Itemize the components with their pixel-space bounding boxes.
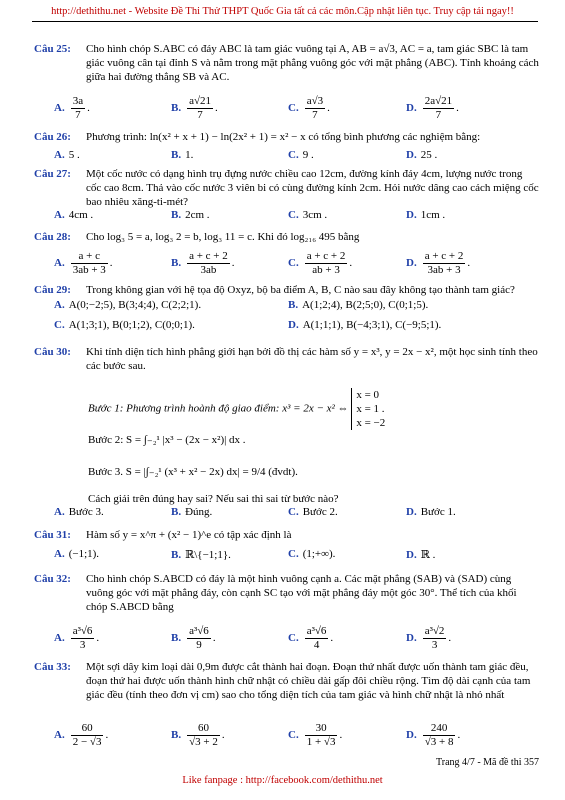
option-letter: B. (171, 257, 182, 270)
option-letter: B. (171, 209, 182, 221)
question-text: Trong không gian với hệ tọa độ Oxyz, bộ ba điểm A, B, C nào sau đây không tạo thành tam giác? (86, 284, 515, 296)
option-b[interactable]: B. $\frac{a√21}{7}$ . (171, 95, 218, 121)
numerator: a³√6 (306, 625, 327, 637)
step-1 (88, 388, 385, 430)
numerator: 30 (305, 722, 338, 736)
numerator: a√21 (189, 95, 212, 107)
option-letter: B. (288, 299, 299, 311)
option-letter: D. (406, 257, 417, 270)
option-b[interactable] (288, 299, 428, 311)
option-c[interactable] (288, 149, 314, 161)
option-letter: B. (171, 549, 182, 561)
option-value: 1. (185, 149, 194, 161)
option-a[interactable]: A. $\frac{60}{2 - √3}$ . (54, 722, 109, 748)
option-b[interactable]: B. $\frac{a + c + 2}{3ab}$ . (171, 250, 235, 276)
header-link[interactable]: http://dethithu.net - Website Đề Thi Thử THPT Quốc Gia tất cả các môn.Cập nhật liên tục. Truy cập tải ngay!! (51, 6, 514, 17)
numerator: a + c (71, 250, 108, 264)
page-number: Trang 4/7 - Mã đề thi 357 (436, 757, 539, 768)
question-25 (34, 42, 539, 84)
question-text: Cho log₃ 5 = a, log₃ 2 = b, log₃ 11 = c. Khi đó log₂₁₆ 495 bằng (86, 231, 360, 243)
option-letter: A. (54, 299, 65, 311)
option-letter: A. (54, 149, 65, 161)
question-text: Một sợi dây kim loại dài 0,9m được cắt thành hai đoạn. Đoạn thứ nhất được uốn thành tam giác đều, đoạn thứ hai được uốn thành hình chữ nhật có chiều dài gấp đôi chiều rộng. Tìm độ dài cạnh của tam giác đều (tính theo đơn vị cm) sao cho tổng diện tích của tam giác và hình chữ nhật là nhỏ nhất (86, 661, 531, 701)
option-letter: C. (288, 257, 299, 270)
option-letter: A. (54, 548, 65, 560)
question-29 (34, 283, 539, 297)
footer-link[interactable]: Like fanpage : http://facebook.com/dethithu.net (182, 775, 383, 786)
numerator: a + c + 2 (189, 250, 228, 262)
option-letter: C. (288, 729, 299, 742)
question-28 (34, 230, 539, 244)
question-31 (34, 528, 539, 542)
question-number: Câu 27: (34, 168, 71, 180)
question-number: Câu 28: (34, 231, 71, 243)
denominator: 3ab (200, 264, 217, 276)
question-32 (34, 572, 539, 614)
denominator: 3ab + 3 (427, 264, 461, 276)
question-text: Phương trình: ln(x² + x + 1) − ln(2x² + 1) = x² − x có tổng bình phương các nghiệm bằng: (86, 131, 481, 143)
option-b[interactable] (171, 209, 210, 221)
denominator: 3 (431, 639, 438, 651)
option-value: 5 . (68, 149, 80, 161)
question-33 (34, 660, 539, 702)
option-letter: D. (406, 506, 417, 518)
option-letter: B. (171, 632, 182, 645)
option-letter: C. (288, 548, 299, 560)
option-b[interactable]: B. $\frac{\text{a³√6}}{9}$ . (171, 625, 216, 651)
option-value: Bước 1. (420, 506, 456, 518)
numerator: 60 (71, 722, 104, 736)
question-number: Câu 29: (34, 284, 71, 296)
option-letter: D. (406, 729, 417, 742)
question-number: Câu 26: (34, 131, 71, 143)
option-d[interactable] (406, 548, 435, 561)
option-a[interactable]: A. $\frac{\text{a³√6}}{3}$ . (54, 625, 100, 651)
header-divider (32, 21, 538, 22)
option-a[interactable]: A. $\frac{3a}{7}$ . (54, 95, 90, 121)
option-d[interactable] (288, 319, 441, 331)
option-value: A(1;2;4), B(2;5;0), C(0;1;5). (302, 299, 429, 311)
option-letter: A. (54, 506, 65, 518)
option-b[interactable] (171, 506, 212, 518)
option-d[interactable]: D. $\frac{a + c + 2}{3ab + 3}$ . (406, 250, 471, 276)
option-b[interactable]: B. $\frac{60}{√3 + 2}$ . (171, 722, 225, 748)
option-letter: C. (288, 209, 299, 221)
option-value: A(0;−2;5), B(3;4;4), C(2;2;1). (68, 299, 202, 311)
denominator: ab + 3 (312, 264, 340, 276)
option-letter: A. (54, 102, 65, 115)
numerator: a√3 (306, 95, 324, 107)
option-letter: B. (171, 729, 182, 742)
option-value: Đúng. (185, 506, 213, 518)
option-letter: C. (288, 149, 299, 161)
option-value: A(1;1;1), B(−4;3;1), C(−9;5;1). (302, 319, 442, 331)
question-27 (34, 167, 539, 209)
option-value: ℝ . (420, 549, 436, 561)
numerator: a³√6 (72, 625, 93, 637)
option-a[interactable]: A. $\frac{a + c}{3ab + 3}$ . (54, 250, 113, 276)
option-letter: D. (406, 149, 417, 161)
numerator: 240 (423, 722, 456, 736)
option-value: 1cm . (420, 209, 446, 221)
option-value: 4cm . (68, 209, 94, 221)
step-2: Bước 2: S = ∫₋₂¹ |x³ − (2x − x²)| dx . (88, 434, 246, 446)
option-letter: D. (406, 102, 417, 115)
option-value: (−1;1). (68, 548, 100, 560)
denominator: 7 (312, 109, 318, 121)
option-letter: D. (288, 319, 299, 331)
option-a[interactable] (54, 506, 104, 518)
numerator: a + c + 2 (424, 250, 464, 262)
question-text: Hàm số y = x^π + (x² − 1)^e có tập xác định là (86, 529, 292, 541)
denominator: 3 (79, 639, 86, 651)
option-letter: C. (288, 632, 299, 645)
option-a[interactable] (54, 149, 80, 161)
denominator: 9 (196, 639, 202, 651)
option-value: 9 . (302, 149, 314, 161)
question-text: Một cốc nước có dạng hình trụ đựng nước chiều cao 12cm, đường kính đáy 4cm, lượng nước trong cốc cao 8cm. Thả vào cốc nước 3 viên bi có cùng đường kính 2cm. Hỏi nước dâng cao cách miệng cốc bao nhiêu xăng-ti-mét? (86, 168, 539, 208)
option-c[interactable]: C. $\frac{\text{a³√6}}{4}$ . (288, 625, 334, 651)
option-letter: D. (406, 209, 417, 221)
option-c[interactable]: C. $\frac{30}{1 + √3}$ . (288, 722, 343, 748)
option-letter: C. (288, 102, 299, 115)
option-a[interactable] (54, 209, 93, 221)
option-value: Bước 2. (302, 506, 338, 518)
denominator: √3 + 8 (424, 736, 454, 748)
option-letter: D. (406, 632, 417, 645)
option-b[interactable] (171, 149, 193, 161)
denominator: √3 + 2 (189, 736, 218, 748)
option-d[interactable]: D. $\frac{240}{√3 + 8}$ . (406, 722, 461, 748)
option-c[interactable] (288, 506, 338, 518)
system-line: x = 1 . (356, 403, 385, 415)
numerator: 60 (187, 722, 220, 736)
denominator: 1 + √3 (306, 736, 336, 748)
option-letter: B. (171, 506, 182, 518)
question-26 (34, 130, 539, 144)
option-letter: C. (288, 506, 299, 518)
numerator: a + c + 2 (306, 250, 346, 262)
option-d[interactable] (406, 506, 456, 518)
question-number: Câu 25: (34, 43, 71, 55)
question-text: Cho hình chóp S.ABCD có đáy là một hình vuông cạnh a. Các mặt phẳng (SAB) và (SAD) cùng vuông góc với mặt phẳng đáy, còn cạnh SC tạo với mặt phẳng đáy một góc 30°. Thể tích của khối chóp S.ABCD bằng (86, 573, 517, 613)
numerator: a³√2 (424, 625, 445, 637)
equation-system (351, 388, 385, 430)
system-line: x = −2 (356, 417, 386, 429)
denominator: 3ab + 3 (72, 264, 106, 276)
question-30 (34, 345, 539, 373)
step-1-text: Bước 1: Phương trình hoành độ giao điểm: x³ = 2x − x² ⇔ (88, 402, 349, 415)
option-a[interactable] (54, 548, 99, 560)
question-ask: Cách giải trên đúng hay sai? Nếu sai thì sai từ bước nào? (88, 493, 339, 505)
question-number: Câu 31: (34, 529, 71, 541)
question-text: Khi tính diện tích hình phẳng giới hạn bởi đồ thị các hàm số y = x³, y = 2x − x², một học sinh tính theo các bước sau. (86, 346, 538, 372)
option-c[interactable]: C. $\frac{a + c + 2}{ab + 3}$ . (288, 250, 353, 276)
option-d[interactable]: D. $\frac{2a√21}{7}$ . (406, 95, 459, 121)
numerator: 2a√21 (424, 95, 453, 107)
option-b[interactable] (171, 548, 231, 561)
option-value: 25 . (420, 149, 438, 161)
option-c[interactable]: C. $\frac{a√3}{7}$ . (288, 95, 330, 121)
question-number: Câu 32: (34, 573, 71, 585)
question-number: Câu 33: (34, 661, 71, 673)
option-value: (1;+∞). (302, 548, 336, 560)
option-value: Bước 3. (68, 506, 104, 518)
step-3: Bước 3. S = |∫₋₂¹ (x³ + x² − 2x) dx| = 9/4 (đvdt). (88, 466, 298, 478)
numerator: a³√6 (189, 625, 209, 637)
option-letter: A. (54, 729, 65, 742)
numerator: 3a (72, 95, 84, 107)
option-c[interactable] (54, 319, 195, 331)
option-letter: B. (171, 149, 182, 161)
denominator: 4 (313, 639, 320, 651)
option-d[interactable] (406, 149, 437, 161)
option-letter: C. (54, 319, 65, 331)
option-letter: D. (406, 549, 417, 561)
denominator: 7 (75, 109, 81, 121)
system-line: x = 0 (356, 389, 380, 401)
question-text: Cho hình chóp S.ABC có đáy ABC là tam giác vuông tại A, AB = a√3, AC = a, tam giác SBC là tam giác vuông cân tại đỉnh S và nằm trong mặt phẳng vuông góc với mặt phẳng (ABC). Tính khoảng cách giữa hai đường thẳng SB và AC. (86, 43, 539, 83)
denominator: 2 − √3 (72, 736, 102, 748)
option-d[interactable] (406, 209, 445, 221)
option-a[interactable] (54, 299, 201, 311)
option-value: 2cm . (185, 209, 210, 221)
option-c[interactable] (288, 209, 327, 221)
option-letter: B. (171, 102, 182, 115)
question-number: Câu 30: (34, 346, 71, 358)
option-d[interactable]: D. $\frac{\text{a³√2}}{3}$ . (406, 625, 452, 651)
option-value: ℝ\{−1;1}. (185, 549, 231, 561)
option-letter: A. (54, 257, 65, 270)
option-value: A(1;3;1), B(0;1;2), C(0;0;1). (68, 319, 195, 331)
option-value: 3cm . (302, 209, 328, 221)
option-c[interactable] (288, 548, 335, 560)
option-letter: A. (54, 632, 65, 645)
option-letter: A. (54, 209, 65, 221)
denominator: 7 (435, 109, 442, 121)
denominator: 7 (197, 109, 203, 121)
